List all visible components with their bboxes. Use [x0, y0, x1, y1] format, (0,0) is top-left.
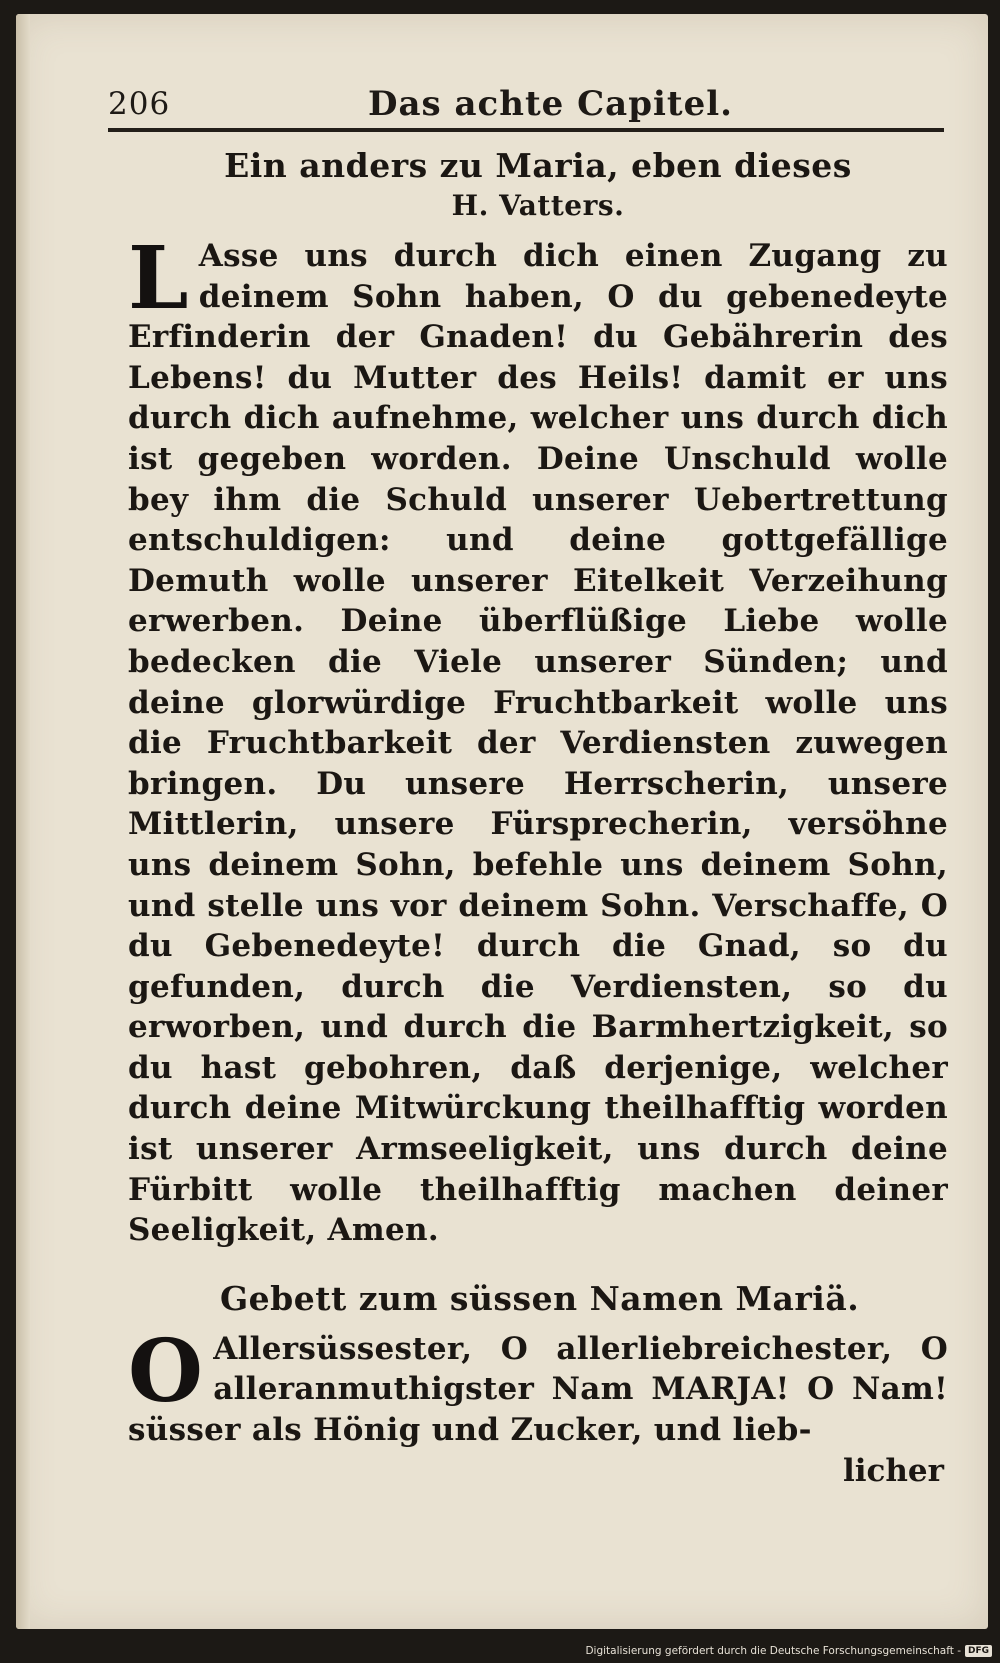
prayer-title-2: Gebett zum süssen Namen Mariä.	[220, 1278, 860, 1318]
dfg-logo: DFG	[965, 1645, 992, 1657]
page-number: 206	[108, 86, 171, 122]
catchword: licher	[842, 1452, 944, 1489]
page-edge	[16, 14, 30, 1629]
running-title: Das achte Capitel.	[368, 84, 733, 124]
prayer-title-1-main: Ein anders zu Maria, eben dieses	[224, 146, 852, 185]
prayer-title-1-sub: H. Vatters.	[451, 189, 625, 222]
prayer-text-1: Asse uns durch dich einen Zugang zu deinem Sohn haben, O du gebenedeyte Erfinderin der Gnaden! du Gebährerin des Lebens! du Mutter des Heils! damit er uns durch dich aufnehme, welcher uns durch dich ist gegeben worden. Deine Unschuld wolle bey ihm die Schuld unserer Uebertrettung entschuldigen: und deine gottgefällige Demuth wolle unserer Eitelkeit Verzeihung erwerben. Deine überflüßige Liebe wolle bedecken die Viele unserer Sünden; und deine glorwürdige Fruchtbarkeit wolle uns die Fruchtbarkeit der Verdiensten zuwegen bringen. Du unsere Herrscherin, unsere Mittlerin, unsere Fürsprecherin, versöhne uns deinem Sohn, befehle uns deinem Sohn, und stelle uns vor deinem Sohn. Verschaffe, O du Gebenedeyte! durch die Gnad, so du gefunden, durch die Verdiensten, so du erworben, und durch die Barmhertzigkeit, so du hast gebohren, daß derjenige, welcher durch deine Mitwürckung theilhafftig worden ist unserer Armseeligkeit, uns durch deine Fürbitt wolle theilhafftig machen deiner Seeligkeit, Amen.	[128, 238, 948, 1249]
page-content	[128, 146, 948, 1491]
dropcap-1: L	[128, 228, 189, 329]
credit-text: Digitalisierung gefördert durch die Deutsche Forschungsgemeinschaft -	[585, 1645, 961, 1657]
prayer-body-2	[128, 1320, 948, 1451]
digitization-credit	[585, 1645, 992, 1657]
prayer-title-1	[128, 146, 948, 226]
prayer-text-2: Allersüssester, O allerliebreichester, O alleranmuthigster Nam MARJA! O Nam! süsser als Hönig und Zucker, und lieb-	[128, 1330, 948, 1449]
header-rule	[108, 128, 944, 132]
page-header	[108, 78, 948, 126]
dropcap-2: O	[128, 1320, 204, 1422]
prayer-body-1	[128, 228, 948, 1251]
